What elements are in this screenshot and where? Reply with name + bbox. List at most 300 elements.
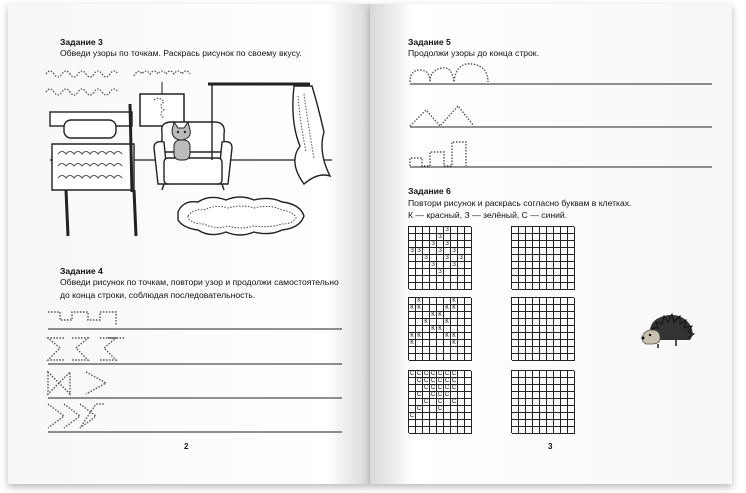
grid-cell bbox=[519, 241, 526, 248]
grid-cell bbox=[423, 333, 430, 340]
grid-cell bbox=[458, 385, 465, 392]
grid-cell: К bbox=[437, 326, 444, 333]
grid-cell bbox=[409, 427, 416, 434]
grid-cell bbox=[519, 319, 526, 326]
grid-cell bbox=[409, 406, 416, 413]
grid-cell bbox=[540, 413, 547, 420]
grid-cell bbox=[465, 276, 472, 283]
grid-cell bbox=[465, 406, 472, 413]
grid-cell bbox=[512, 354, 519, 361]
grid-cell: З bbox=[444, 255, 451, 262]
grid-cell: З bbox=[437, 269, 444, 276]
grid-cell bbox=[561, 312, 568, 319]
grid-cell bbox=[430, 269, 437, 276]
grid-cell bbox=[451, 255, 458, 262]
grid-cell bbox=[533, 283, 540, 290]
grid-cell bbox=[554, 305, 561, 312]
grid-cell bbox=[554, 227, 561, 234]
grid-cell bbox=[512, 305, 519, 312]
grid-cell bbox=[458, 269, 465, 276]
grid-cell bbox=[416, 283, 423, 290]
grid-cell bbox=[465, 371, 472, 378]
grid-cell bbox=[512, 406, 519, 413]
grid-cell bbox=[568, 262, 575, 269]
grid-cell bbox=[554, 385, 561, 392]
grid-cell bbox=[540, 427, 547, 434]
grid-cell bbox=[458, 371, 465, 378]
grid-cell bbox=[568, 269, 575, 276]
grid-cell bbox=[554, 234, 561, 241]
grid-cell bbox=[409, 262, 416, 269]
grid-cell: К bbox=[416, 333, 423, 340]
grid-cell bbox=[533, 378, 540, 385]
grid-cell bbox=[526, 248, 533, 255]
grid-cell bbox=[526, 234, 533, 241]
task5-instruction: Продолжи узоры до конца строк. bbox=[408, 48, 539, 58]
grid-cell bbox=[458, 276, 465, 283]
grid-cell bbox=[568, 312, 575, 319]
grid-cell: З bbox=[444, 227, 451, 234]
grid-cell: С bbox=[451, 378, 457, 384]
grid-cell bbox=[540, 333, 547, 340]
grid-cell bbox=[416, 269, 423, 276]
grid-cell: С bbox=[416, 371, 422, 377]
grid-cell: К bbox=[451, 305, 458, 312]
grid-cell bbox=[437, 347, 444, 354]
grid-cell bbox=[540, 227, 547, 234]
grid-cell bbox=[512, 378, 519, 385]
grid-cell bbox=[519, 333, 526, 340]
grid-cell bbox=[465, 255, 472, 262]
grid-cell bbox=[458, 283, 465, 290]
grid-cell bbox=[451, 354, 458, 361]
task4-title: Задание 4 bbox=[60, 266, 103, 276]
grid-cell bbox=[561, 319, 568, 326]
grid-cell bbox=[568, 305, 575, 312]
grid-cell bbox=[512, 227, 519, 234]
grid-cell bbox=[561, 269, 568, 276]
grid-cell bbox=[526, 319, 533, 326]
grid-cell bbox=[465, 427, 472, 434]
grid-cell bbox=[547, 234, 554, 241]
grid-cell: К bbox=[409, 305, 416, 312]
grid-cell bbox=[465, 227, 472, 234]
grid-cell: З bbox=[437, 234, 444, 241]
task4-patterns bbox=[44, 304, 344, 440]
grid-cell bbox=[444, 326, 451, 333]
grid-cell bbox=[533, 234, 540, 241]
grid-cell bbox=[554, 340, 561, 347]
grid-cell bbox=[519, 427, 526, 434]
grid-cell: З bbox=[416, 248, 423, 255]
grid-cell bbox=[568, 354, 575, 361]
grid-cell bbox=[533, 312, 540, 319]
grid-cell bbox=[540, 406, 547, 413]
grid-cell bbox=[416, 420, 423, 427]
grid-cell bbox=[458, 392, 465, 399]
grid-cell bbox=[416, 312, 423, 319]
grid-cell bbox=[512, 371, 519, 378]
grid-cell bbox=[409, 385, 416, 392]
grid-cell bbox=[547, 262, 554, 269]
grid-cell bbox=[526, 427, 533, 434]
grid-cell: С bbox=[416, 406, 422, 412]
grid-cell bbox=[437, 340, 444, 347]
grid-cell bbox=[512, 399, 519, 406]
grid-cell bbox=[554, 427, 561, 434]
grid-cell bbox=[554, 333, 561, 340]
grid-cell bbox=[547, 319, 554, 326]
grid-cell bbox=[512, 248, 519, 255]
grid-cell bbox=[423, 283, 430, 290]
grid-cell bbox=[540, 326, 547, 333]
grid-cell: С bbox=[423, 371, 429, 377]
workbook-spread bbox=[8, 4, 742, 484]
grid-cell bbox=[416, 354, 423, 361]
grid-cell bbox=[458, 340, 465, 347]
grid-cell bbox=[519, 262, 526, 269]
grid-cell bbox=[561, 283, 568, 290]
grid-cell: К bbox=[416, 298, 423, 305]
grid-cell bbox=[519, 255, 526, 262]
grid-cell bbox=[423, 276, 430, 283]
grid-cell bbox=[526, 255, 533, 262]
grid-cell bbox=[451, 234, 458, 241]
grid-cell bbox=[561, 371, 568, 378]
grid-cell bbox=[437, 298, 444, 305]
grid-cell bbox=[465, 283, 472, 290]
grid-cell bbox=[444, 283, 451, 290]
grid-cell bbox=[416, 427, 423, 434]
task6-instruction-line2: К — красный, З — зелёный, С — синий. bbox=[408, 210, 568, 220]
grid-cell: С bbox=[409, 413, 415, 419]
grid-cell bbox=[512, 326, 519, 333]
grid-cell bbox=[519, 371, 526, 378]
bed-illustration bbox=[50, 104, 136, 236]
grid-cell bbox=[568, 385, 575, 392]
grid-cell bbox=[465, 420, 472, 427]
grid-cell bbox=[458, 406, 465, 413]
grid-cell bbox=[458, 347, 465, 354]
grid-cell bbox=[512, 262, 519, 269]
grid-cell: К bbox=[451, 340, 458, 347]
grid-cell bbox=[561, 234, 568, 241]
grid-cell bbox=[512, 347, 519, 354]
grid-cell bbox=[430, 427, 437, 434]
pattern-grid-red bbox=[408, 297, 471, 360]
grid-cell bbox=[458, 305, 465, 312]
grid-cell bbox=[465, 305, 472, 312]
grid-cell bbox=[554, 371, 561, 378]
grid-cell bbox=[554, 269, 561, 276]
grid-cell bbox=[512, 340, 519, 347]
task6-instruction-line1: Повтори рисунок и раскрась согласно буквам в клетках. bbox=[408, 198, 632, 208]
grid-cell bbox=[458, 333, 465, 340]
grid-cell bbox=[423, 413, 430, 420]
grid-cell bbox=[409, 241, 416, 248]
grid-cell bbox=[561, 340, 568, 347]
grid-cell bbox=[554, 255, 561, 262]
grid-cell bbox=[540, 371, 547, 378]
grid-cell bbox=[416, 413, 423, 420]
grid-cell bbox=[512, 319, 519, 326]
grid-cell bbox=[512, 420, 519, 427]
grid-cell bbox=[465, 319, 472, 326]
grid-cell: С bbox=[444, 392, 450, 398]
grid-cell bbox=[540, 340, 547, 347]
grid-cell bbox=[444, 234, 451, 241]
grid-cell bbox=[444, 340, 451, 347]
grid-cell bbox=[444, 354, 451, 361]
grid-cell bbox=[526, 385, 533, 392]
grid-cell bbox=[568, 298, 575, 305]
grid-cell bbox=[465, 234, 472, 241]
grid-cell bbox=[547, 248, 554, 255]
grid-cell: С bbox=[437, 399, 443, 405]
grid-cell bbox=[409, 276, 416, 283]
grid-cell bbox=[465, 241, 472, 248]
grid-cell bbox=[568, 392, 575, 399]
grid-cell: С bbox=[437, 371, 443, 377]
grid-cell: С bbox=[423, 378, 429, 384]
grid-cell bbox=[437, 319, 444, 326]
grid-cell bbox=[554, 326, 561, 333]
grid-cell bbox=[437, 305, 444, 312]
grid-cell bbox=[568, 276, 575, 283]
grid-cell bbox=[526, 371, 533, 378]
grid-cell bbox=[561, 276, 568, 283]
grid-cell: С bbox=[451, 399, 457, 405]
blank-grid-red bbox=[511, 297, 574, 360]
grid-cell bbox=[547, 378, 554, 385]
grid-cell bbox=[512, 385, 519, 392]
grid-cell bbox=[519, 227, 526, 234]
grid-cell bbox=[561, 347, 568, 354]
grid-cell bbox=[409, 354, 416, 361]
grid-cell bbox=[444, 406, 451, 413]
grid-cell bbox=[458, 427, 465, 434]
grid-cell bbox=[423, 312, 430, 319]
grid-cell bbox=[554, 262, 561, 269]
grid-cell: З bbox=[451, 262, 458, 269]
grid-cell bbox=[533, 269, 540, 276]
grid-cell bbox=[416, 347, 423, 354]
grid-cell bbox=[554, 354, 561, 361]
grid-cell bbox=[465, 340, 472, 347]
grid-cell bbox=[465, 326, 472, 333]
grid-cell bbox=[533, 347, 540, 354]
grid-cell bbox=[458, 234, 465, 241]
grid-cell: К bbox=[409, 340, 416, 347]
grid-cell: С bbox=[416, 378, 422, 384]
grid-cell bbox=[458, 354, 465, 361]
grid-cell: К bbox=[444, 305, 451, 312]
grid-cell: С bbox=[423, 385, 429, 391]
pattern-grid-green bbox=[408, 226, 471, 289]
grid-cell: С bbox=[451, 371, 457, 377]
grid-cell bbox=[533, 340, 540, 347]
grid-cell bbox=[409, 269, 416, 276]
grid-cell bbox=[547, 406, 554, 413]
grid-cell bbox=[547, 255, 554, 262]
grid-cell bbox=[547, 241, 554, 248]
grid-cell bbox=[540, 312, 547, 319]
grid-cell: З bbox=[451, 248, 458, 255]
grid-cell bbox=[568, 413, 575, 420]
grid-cell bbox=[526, 333, 533, 340]
grid-cell bbox=[547, 283, 554, 290]
grid-cell bbox=[512, 269, 519, 276]
grid-cell bbox=[430, 333, 437, 340]
grid-cell bbox=[512, 333, 519, 340]
grid-cell bbox=[554, 399, 561, 406]
grid-cell: К bbox=[416, 305, 423, 312]
grid-cell bbox=[540, 248, 547, 255]
grid-cell bbox=[451, 269, 458, 276]
grid-cell bbox=[437, 255, 444, 262]
grid-cell bbox=[465, 262, 472, 269]
grid-cell: К bbox=[423, 319, 430, 326]
grid-cell bbox=[451, 283, 458, 290]
grid-cell bbox=[437, 333, 444, 340]
grid-cell bbox=[561, 298, 568, 305]
grid-cell bbox=[533, 227, 540, 234]
grid-cell bbox=[561, 305, 568, 312]
grid-cell bbox=[458, 319, 465, 326]
grid-cell bbox=[430, 347, 437, 354]
page-number-left: 2 bbox=[184, 442, 189, 451]
grid-cell: З bbox=[430, 241, 437, 248]
grid-cell bbox=[533, 319, 540, 326]
grid-cell bbox=[519, 340, 526, 347]
grid-cell: К bbox=[451, 333, 458, 340]
grid-cell bbox=[519, 392, 526, 399]
grid-cell bbox=[526, 378, 533, 385]
grid-cell bbox=[533, 262, 540, 269]
grid-cell bbox=[430, 406, 437, 413]
grid-cell bbox=[568, 227, 575, 234]
grid-cell: К bbox=[451, 298, 458, 305]
grid-cell bbox=[533, 255, 540, 262]
grid-cell bbox=[465, 333, 472, 340]
grid-cell bbox=[547, 227, 554, 234]
grid-cell bbox=[512, 427, 519, 434]
right-page bbox=[370, 4, 732, 484]
grid-cell bbox=[568, 347, 575, 354]
grid-cell bbox=[465, 413, 472, 420]
grid-cell bbox=[533, 354, 540, 361]
grid-cell bbox=[430, 420, 437, 427]
armchair-illustration bbox=[154, 122, 232, 190]
grid-cell: С bbox=[437, 385, 443, 391]
grid-cell bbox=[423, 227, 430, 234]
grid-cell bbox=[561, 241, 568, 248]
grid-cell bbox=[561, 406, 568, 413]
grid-cell bbox=[547, 333, 554, 340]
grid-cell bbox=[423, 305, 430, 312]
grid-cell bbox=[568, 420, 575, 427]
grid-cell bbox=[465, 347, 472, 354]
grid-cell bbox=[409, 227, 416, 234]
grid-cell bbox=[458, 378, 465, 385]
grid-cell bbox=[512, 298, 519, 305]
grid-cell bbox=[416, 399, 423, 406]
grid-cell bbox=[547, 347, 554, 354]
blank-grid-blue bbox=[511, 370, 574, 433]
grid-cell bbox=[540, 420, 547, 427]
grid-cell bbox=[458, 248, 465, 255]
grid-cell bbox=[533, 298, 540, 305]
grid-cell bbox=[430, 283, 437, 290]
grid-cell: С bbox=[437, 406, 443, 412]
task4-instruction-line2: до конца строки, соблюдая последовательность. bbox=[60, 290, 256, 300]
grid-cell bbox=[458, 241, 465, 248]
grid-cell bbox=[519, 326, 526, 333]
grid-cell bbox=[554, 241, 561, 248]
grid-cell bbox=[526, 420, 533, 427]
grid-cell bbox=[409, 255, 416, 262]
grid-cell bbox=[423, 354, 430, 361]
grid-cell bbox=[430, 298, 437, 305]
grid-cell: С bbox=[409, 371, 415, 377]
grid-cell bbox=[526, 305, 533, 312]
grid-cell bbox=[423, 340, 430, 347]
grid-cell bbox=[437, 241, 444, 248]
grid-cell bbox=[561, 333, 568, 340]
grid-cell bbox=[451, 427, 458, 434]
grid-cell bbox=[519, 385, 526, 392]
grid-cell bbox=[547, 399, 554, 406]
grid-cell bbox=[533, 371, 540, 378]
grid-cell bbox=[409, 378, 416, 385]
grid-cell bbox=[526, 227, 533, 234]
grid-cell bbox=[533, 326, 540, 333]
grid-cell bbox=[423, 392, 430, 399]
grid-cell bbox=[458, 312, 465, 319]
grid-cell bbox=[540, 283, 547, 290]
grid-cell bbox=[568, 234, 575, 241]
grid-cell bbox=[547, 371, 554, 378]
grid-cell bbox=[540, 241, 547, 248]
grid-cell bbox=[423, 427, 430, 434]
grid-cell bbox=[458, 413, 465, 420]
grid-cell bbox=[451, 319, 458, 326]
grid-cell bbox=[437, 227, 444, 234]
grid-cell bbox=[533, 413, 540, 420]
grid-cell bbox=[416, 241, 423, 248]
task5-patterns bbox=[406, 62, 716, 172]
grid-cell bbox=[526, 241, 533, 248]
grid-cell bbox=[554, 406, 561, 413]
grid-cell bbox=[437, 427, 444, 434]
grid-cell bbox=[568, 340, 575, 347]
grid-cell bbox=[533, 427, 540, 434]
grid-cell bbox=[512, 312, 519, 319]
grid-cell bbox=[533, 248, 540, 255]
grid-cell bbox=[561, 262, 568, 269]
grid-cell: С bbox=[430, 378, 436, 384]
grid-cell bbox=[444, 312, 451, 319]
grid-cell bbox=[526, 406, 533, 413]
grid-cell bbox=[554, 298, 561, 305]
grid-cell bbox=[444, 399, 451, 406]
grid-cell bbox=[444, 262, 451, 269]
grid-cell bbox=[409, 347, 416, 354]
grid-cell bbox=[437, 354, 444, 361]
grid-cell: К bbox=[430, 312, 437, 319]
grid-cell bbox=[519, 248, 526, 255]
grid-cell bbox=[437, 413, 444, 420]
